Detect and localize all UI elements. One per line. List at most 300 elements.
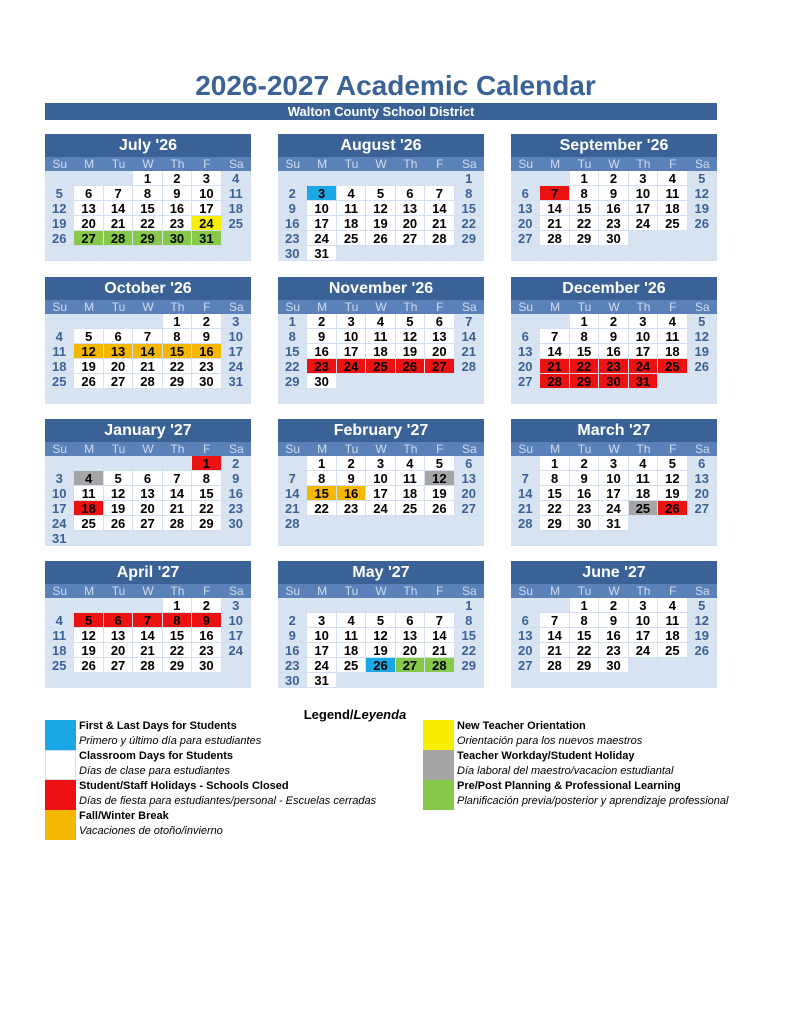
- empty-cell: [45, 389, 74, 404]
- empty-cell: [222, 658, 251, 673]
- day-cell: 4: [658, 314, 687, 329]
- month-block: [511, 277, 717, 404]
- empty-cell: [570, 673, 599, 688]
- month-block: [511, 134, 717, 261]
- day-cell: 4: [337, 186, 366, 201]
- weekday-label: F: [203, 300, 211, 314]
- day-cell: 21: [455, 344, 484, 359]
- empty-cell: [278, 171, 307, 186]
- weekday-label: Tu: [577, 442, 592, 456]
- day-cell: 29: [192, 516, 221, 531]
- weekday-label: Th: [170, 442, 185, 456]
- day-cell: 27: [133, 516, 162, 531]
- day-cell: 2: [337, 456, 366, 471]
- month-block: [45, 419, 251, 546]
- empty-cell: [396, 374, 425, 389]
- empty-cell: [337, 673, 366, 688]
- day-cell: 7: [133, 329, 162, 344]
- day-cell: 4: [366, 314, 395, 329]
- day-cell: 19: [688, 344, 717, 359]
- day-cell: 16: [337, 486, 366, 501]
- day-cell: 31: [192, 231, 221, 246]
- month-block: [278, 277, 484, 404]
- day-cell: 23: [570, 501, 599, 516]
- day-cell: 21: [133, 643, 162, 658]
- day-cell: 15: [278, 344, 307, 359]
- day-cell: 17: [366, 486, 395, 501]
- day-cell: 6: [396, 613, 425, 628]
- day-cell: 21: [511, 501, 540, 516]
- weekday-label: Su: [518, 300, 534, 314]
- day-cell: 24: [629, 643, 658, 658]
- day-cell: 26: [74, 658, 103, 673]
- day-cell: 27: [104, 658, 133, 673]
- month-title: February '27: [278, 419, 484, 442]
- day-cell: 10: [307, 201, 336, 216]
- month-block: [278, 134, 484, 261]
- day-cell: 21: [104, 216, 133, 231]
- empty-cell: [163, 456, 192, 471]
- empty-cell: [540, 246, 569, 261]
- day-cell: 14: [425, 201, 454, 216]
- day-cell: 8: [278, 329, 307, 344]
- day-cell: 5: [45, 186, 74, 201]
- day-cell: 7: [425, 186, 454, 201]
- weekday-label: Tu: [344, 157, 359, 171]
- weekday-label: Sa: [228, 300, 244, 314]
- day-cell: 4: [396, 456, 425, 471]
- weekday-label: M: [550, 300, 561, 314]
- legend-label: First & Last Days for Students: [79, 720, 237, 732]
- day-cell: 14: [540, 201, 569, 216]
- empty-cell: [455, 389, 484, 404]
- empty-cell: [163, 246, 192, 261]
- day-cell: 5: [366, 186, 395, 201]
- day-cell: 31: [629, 374, 658, 389]
- day-cell: 22: [192, 501, 221, 516]
- day-cell: 26: [688, 216, 717, 231]
- day-cell: 3: [599, 456, 628, 471]
- empty-cell: [222, 531, 251, 546]
- weekday-label: Th: [403, 300, 418, 314]
- weekday-label: W: [608, 300, 620, 314]
- day-cell: 18: [658, 344, 687, 359]
- day-cell: 21: [540, 359, 569, 374]
- day-cell: 23: [192, 643, 221, 658]
- day-cell: 5: [74, 613, 103, 628]
- weekday-label: Sa: [461, 300, 477, 314]
- day-cell: 19: [74, 643, 103, 658]
- day-cell: 1: [192, 456, 221, 471]
- empty-cell: [540, 171, 569, 186]
- empty-cell: [337, 389, 366, 404]
- day-cell: 29: [570, 658, 599, 673]
- day-cell: 27: [511, 374, 540, 389]
- weekday-header: [45, 300, 251, 314]
- day-cell: 30: [278, 673, 307, 688]
- day-grid: [45, 314, 251, 404]
- day-cell: 28: [278, 516, 307, 531]
- weekday-label: Su: [518, 584, 534, 598]
- day-cell: 18: [74, 501, 103, 516]
- empty-cell: [629, 231, 658, 246]
- weekday-label: Sa: [694, 584, 710, 598]
- day-cell: 9: [278, 201, 307, 216]
- day-cell: 11: [222, 186, 251, 201]
- day-cell: 10: [599, 471, 628, 486]
- day-cell: 14: [163, 486, 192, 501]
- day-grid: [511, 171, 717, 261]
- empty-cell: [658, 374, 687, 389]
- weekday-label: W: [608, 157, 620, 171]
- empty-cell: [688, 246, 717, 261]
- day-cell: 25: [222, 216, 251, 231]
- day-cell: 30: [599, 374, 628, 389]
- day-cell: 16: [222, 486, 251, 501]
- weekday-label: F: [436, 157, 444, 171]
- weekday-label: Tu: [344, 584, 359, 598]
- day-cell: 4: [629, 456, 658, 471]
- empty-cell: [307, 598, 336, 613]
- empty-cell: [74, 314, 103, 329]
- day-cell: 18: [337, 643, 366, 658]
- day-cell: 31: [307, 246, 336, 261]
- day-cell: 7: [511, 471, 540, 486]
- weekday-header: [278, 442, 484, 456]
- empty-cell: [540, 314, 569, 329]
- day-cell: 17: [222, 628, 251, 643]
- empty-cell: [540, 531, 569, 546]
- day-cell: 17: [599, 486, 628, 501]
- day-cell: 24: [45, 516, 74, 531]
- weekday-label: Tu: [344, 300, 359, 314]
- legend-swatch-planning: [423, 780, 454, 810]
- day-cell: 11: [658, 186, 687, 201]
- empty-cell: [658, 658, 687, 673]
- day-cell: 23: [222, 501, 251, 516]
- day-cell: 2: [599, 171, 628, 186]
- weekday-label: M: [84, 442, 95, 456]
- weekday-label: Sa: [694, 157, 710, 171]
- month-block: [511, 419, 717, 546]
- day-cell: 1: [570, 598, 599, 613]
- month-title: October '26: [45, 277, 251, 300]
- empty-cell: [511, 598, 540, 613]
- day-cell: 22: [307, 501, 336, 516]
- empty-cell: [425, 673, 454, 688]
- day-cell: 7: [540, 329, 569, 344]
- weekday-label: Th: [170, 300, 185, 314]
- day-cell: 13: [455, 471, 484, 486]
- empty-cell: [658, 246, 687, 261]
- day-cell: 4: [337, 613, 366, 628]
- empty-cell: [45, 456, 74, 471]
- weekday-label: F: [436, 584, 444, 598]
- day-cell: 29: [540, 516, 569, 531]
- month-title: January '27: [45, 419, 251, 442]
- day-cell: 12: [658, 471, 687, 486]
- empty-cell: [688, 516, 717, 531]
- day-cell: 26: [688, 359, 717, 374]
- day-cell: 21: [133, 359, 162, 374]
- day-cell: 10: [45, 486, 74, 501]
- weekday-label: M: [84, 300, 95, 314]
- day-cell: 18: [629, 486, 658, 501]
- day-cell: 26: [45, 231, 74, 246]
- day-cell: 7: [163, 471, 192, 486]
- day-cell: 3: [629, 171, 658, 186]
- weekday-label: W: [608, 584, 620, 598]
- day-cell: 11: [74, 486, 103, 501]
- day-cell: 19: [74, 359, 103, 374]
- day-cell: 1: [540, 456, 569, 471]
- day-cell: 14: [133, 344, 162, 359]
- day-cell: 15: [192, 486, 221, 501]
- empty-cell: [570, 389, 599, 404]
- legend-swatch-break: [45, 810, 76, 840]
- empty-cell: [45, 246, 74, 261]
- weekday-label: W: [608, 442, 620, 456]
- day-cell: 10: [192, 186, 221, 201]
- day-cell: 21: [163, 501, 192, 516]
- weekday-header: [45, 584, 251, 598]
- empty-cell: [337, 246, 366, 261]
- day-cell: 1: [307, 456, 336, 471]
- weekday-label: M: [84, 584, 95, 598]
- empty-cell: [133, 673, 162, 688]
- day-cell: 25: [658, 216, 687, 231]
- day-cell: 29: [133, 231, 162, 246]
- day-cell: 27: [396, 231, 425, 246]
- empty-cell: [74, 171, 103, 186]
- day-cell: 10: [366, 471, 395, 486]
- empty-cell: [133, 246, 162, 261]
- empty-cell: [192, 531, 221, 546]
- empty-cell: [688, 374, 717, 389]
- day-cell: 28: [104, 231, 133, 246]
- empty-cell: [163, 389, 192, 404]
- month-block: [511, 561, 717, 688]
- day-cell: 6: [455, 456, 484, 471]
- day-cell: 2: [307, 314, 336, 329]
- month-title: September '26: [511, 134, 717, 157]
- empty-cell: [629, 389, 658, 404]
- empty-cell: [307, 516, 336, 531]
- day-cell: 16: [307, 344, 336, 359]
- day-cell: 23: [278, 231, 307, 246]
- day-cell: 20: [104, 359, 133, 374]
- empty-cell: [366, 171, 395, 186]
- weekday-label: F: [436, 442, 444, 456]
- day-cell: 3: [629, 314, 658, 329]
- empty-cell: [511, 456, 540, 471]
- day-cell: 27: [74, 231, 103, 246]
- legend-item-classroom: [45, 750, 395, 780]
- day-cell: 19: [104, 501, 133, 516]
- weekday-header: [45, 157, 251, 171]
- day-cell: 24: [307, 231, 336, 246]
- day-cell: 23: [337, 501, 366, 516]
- day-cell: 25: [658, 359, 687, 374]
- day-cell: 15: [570, 344, 599, 359]
- empty-cell: [658, 673, 687, 688]
- day-cell: 15: [163, 344, 192, 359]
- day-cell: 19: [366, 216, 395, 231]
- day-cell: 27: [396, 658, 425, 673]
- weekday-label: Th: [403, 157, 418, 171]
- legend-label: Fall/Winter Break: [79, 810, 169, 822]
- empty-cell: [366, 374, 395, 389]
- day-cell: 9: [337, 471, 366, 486]
- empty-cell: [222, 231, 251, 246]
- day-cell: 6: [133, 471, 162, 486]
- day-cell: 25: [45, 374, 74, 389]
- day-cell: 8: [570, 613, 599, 628]
- day-cell: 4: [45, 329, 74, 344]
- day-cell: 22: [163, 643, 192, 658]
- empty-cell: [570, 246, 599, 261]
- day-cell: 18: [396, 486, 425, 501]
- day-cell: 11: [45, 344, 74, 359]
- day-cell: 30: [222, 516, 251, 531]
- day-cell: 29: [278, 374, 307, 389]
- day-cell: 17: [337, 344, 366, 359]
- day-cell: 3: [222, 314, 251, 329]
- day-cell: 8: [540, 471, 569, 486]
- day-cell: 20: [396, 216, 425, 231]
- weekday-label: W: [375, 442, 387, 456]
- day-cell: 10: [307, 628, 336, 643]
- day-cell: 14: [540, 344, 569, 359]
- day-cell: 27: [688, 501, 717, 516]
- empty-cell: [192, 673, 221, 688]
- day-cell: 22: [570, 216, 599, 231]
- day-cell: 2: [278, 613, 307, 628]
- empty-cell: [104, 389, 133, 404]
- day-cell: 20: [455, 486, 484, 501]
- day-cell: 5: [688, 171, 717, 186]
- day-cell: 3: [629, 598, 658, 613]
- day-cell: 17: [307, 643, 336, 658]
- day-grid: [278, 171, 484, 261]
- empty-cell: [425, 389, 454, 404]
- month-title: April '27: [45, 561, 251, 584]
- weekday-label: Su: [52, 300, 68, 314]
- day-cell: 29: [163, 658, 192, 673]
- district-banner: Walton County School District: [45, 103, 717, 120]
- weekday-header: [278, 300, 484, 314]
- day-cell: 10: [222, 329, 251, 344]
- day-cell: 1: [570, 314, 599, 329]
- legend-swatch-orient: [423, 720, 454, 750]
- day-cell: 10: [337, 329, 366, 344]
- empty-cell: [688, 389, 717, 404]
- day-cell: 13: [74, 201, 103, 216]
- day-cell: 13: [511, 201, 540, 216]
- weekday-label: Tu: [111, 442, 126, 456]
- legend-swatch-workday: [423, 750, 454, 780]
- legend-label: Teacher Workday/Student Holiday: [457, 750, 635, 762]
- empty-cell: [366, 389, 395, 404]
- empty-cell: [629, 531, 658, 546]
- empty-cell: [511, 673, 540, 688]
- day-cell: 27: [511, 658, 540, 673]
- empty-cell: [307, 531, 336, 546]
- weekday-label: W: [375, 584, 387, 598]
- weekday-label: F: [436, 300, 444, 314]
- day-cell: 30: [278, 246, 307, 261]
- day-cell: 15: [570, 201, 599, 216]
- day-cell: 25: [396, 501, 425, 516]
- empty-cell: [74, 673, 103, 688]
- day-cell: 5: [396, 314, 425, 329]
- day-cell: 2: [570, 456, 599, 471]
- empty-cell: [629, 673, 658, 688]
- day-cell: 25: [658, 643, 687, 658]
- day-cell: 25: [366, 359, 395, 374]
- weekday-label: Su: [52, 584, 68, 598]
- empty-cell: [425, 374, 454, 389]
- empty-cell: [599, 531, 628, 546]
- empty-cell: [104, 531, 133, 546]
- empty-cell: [396, 598, 425, 613]
- day-cell: 25: [74, 516, 103, 531]
- day-grid: [45, 598, 251, 688]
- day-cell: 13: [511, 628, 540, 643]
- weekday-label: M: [550, 584, 561, 598]
- day-cell: 24: [599, 501, 628, 516]
- day-cell: 14: [425, 628, 454, 643]
- empty-cell: [104, 598, 133, 613]
- legend-title-es: Leyenda: [353, 707, 407, 722]
- day-cell: 11: [658, 613, 687, 628]
- empty-cell: [104, 314, 133, 329]
- day-cell: 15: [570, 628, 599, 643]
- weekday-label: Sa: [228, 157, 244, 171]
- day-cell: 29: [570, 374, 599, 389]
- day-cell: 8: [455, 186, 484, 201]
- day-cell: 12: [104, 486, 133, 501]
- day-cell: 2: [222, 456, 251, 471]
- day-cell: 21: [425, 216, 454, 231]
- day-cell: 24: [629, 216, 658, 231]
- day-cell: 25: [45, 658, 74, 673]
- empty-cell: [396, 673, 425, 688]
- day-cell: 16: [192, 344, 221, 359]
- day-cell: 16: [163, 201, 192, 216]
- empty-cell: [222, 389, 251, 404]
- day-cell: 1: [163, 598, 192, 613]
- day-cell: 30: [192, 374, 221, 389]
- day-cell: 3: [366, 456, 395, 471]
- empty-cell: [540, 389, 569, 404]
- empty-cell: [74, 531, 103, 546]
- day-cell: 25: [629, 501, 658, 516]
- weekday-label: Th: [636, 442, 651, 456]
- weekday-header: [511, 300, 717, 314]
- day-cell: 22: [455, 643, 484, 658]
- day-cell: 13: [396, 628, 425, 643]
- weekday-label: M: [550, 442, 561, 456]
- day-cell: 20: [511, 216, 540, 231]
- day-cell: 5: [688, 598, 717, 613]
- legend-label: Classroom Days for Students: [79, 750, 234, 762]
- empty-cell: [163, 531, 192, 546]
- day-cell: 2: [599, 598, 628, 613]
- day-cell: 23: [599, 643, 628, 658]
- day-cell: 27: [511, 231, 540, 246]
- day-cell: 3: [337, 314, 366, 329]
